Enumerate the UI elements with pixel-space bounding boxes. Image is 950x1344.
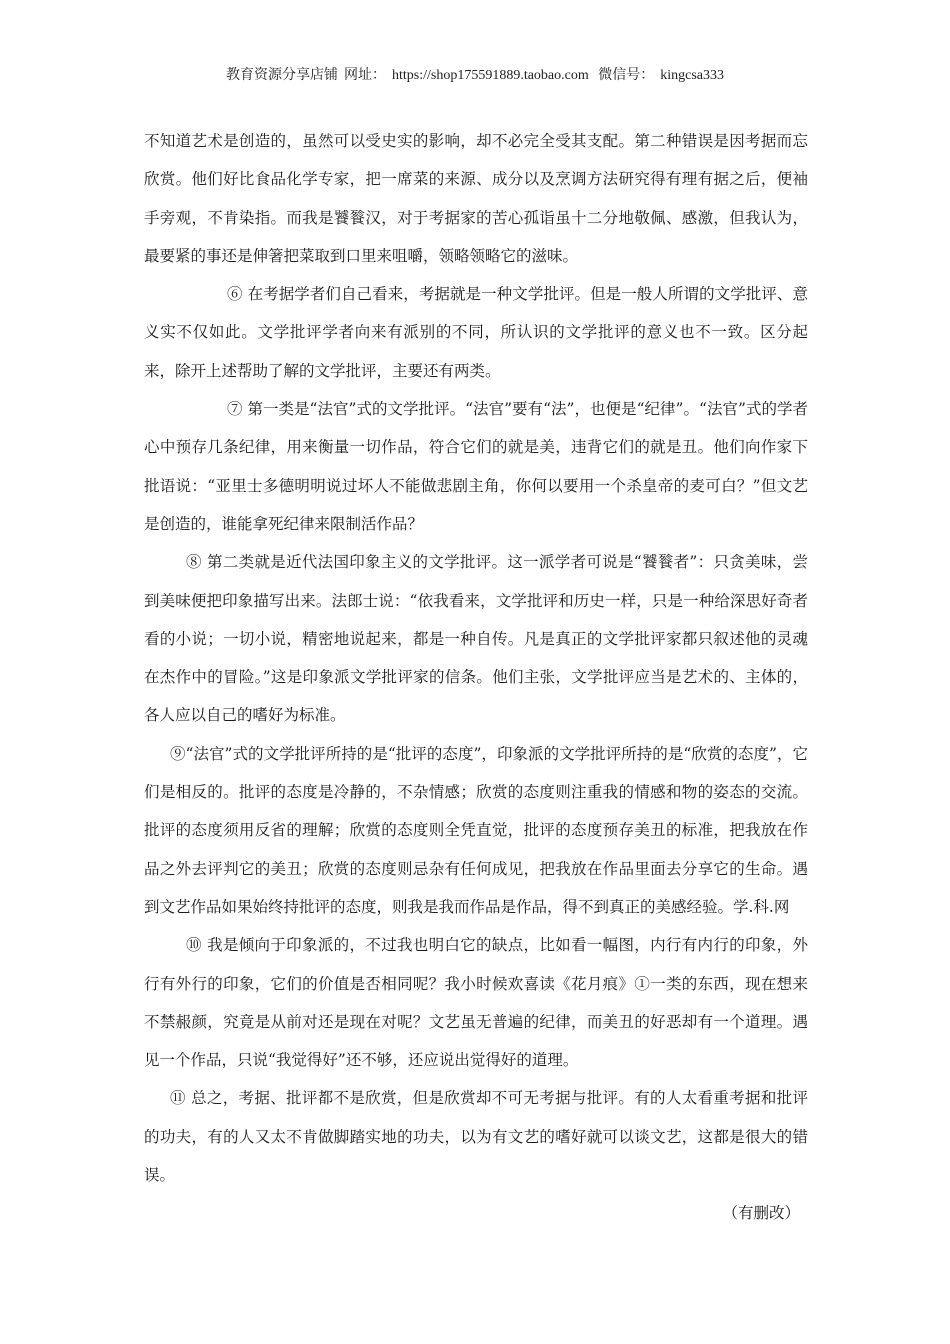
article-body	[144, 122, 808, 1233]
wechat-label: 微信号：	[598, 68, 655, 83]
shop-url: https://shop175591889.taobao.com	[391, 68, 589, 83]
paragraph-10: ⑩ 我是倾向于印象派的，不过我也明白它的缺点，比如看一幅图，内行有内行的印象，外行有外行的印象，它们的价值是否相同呢？我小时候欢喜读《花月痕》①一类的东西，现在想来不禁赧颜，究竟是从前对还是现在对呢？文艺虽无普遍的纪律，而美丑的好恶却有一个道理。遇见一个作品，只说“我觉得好”还不够，还应说出觉得好的道理。	[144, 936, 808, 1070]
shop-name: 教育资源分享店铺	[225, 68, 338, 83]
paragraph-6: ⑥ 在考据学者们自己看来，考据就是一种文学批评。但是一般人所谓的文学批评、意义实不仅如此。文学批评学者向来有派别的不同，所认识的文学批评的意义也不一致。区分起来，除开上述帮助了解的文学批评，主要还有两类。	[144, 285, 808, 380]
paragraph-5-continued: 不知道艺术是创造的，虽然可以受史实的影响，却不必完全受其支配。第二种错误是因考据而忘欣赏。他们好比食品化学专家，把一席菜的来源、成分以及烹调方法研究得有理有据之后，便袖手旁观，不肯染指。而我是饕餮汉，对于考据家的苦心孤诣虽十二分地敬佩、感激，但我认为，最要紧的事还是伸箸把菜取到口里来咀嚼，领略领略它的滋味。	[144, 132, 808, 265]
source-note: （有删改）	[722, 1204, 800, 1223]
paragraph-7: ⑦ 第一类是“法官”式的文学批评。“法官”要有“法”，也便是“纪律”。“法官”式的学者心中预存几条纪律，用来衡量一切作品，符合它们的就是美，违背它们的就是丑。他们向作家下批语说：“亚里士多德明明说过坏人不能做悲剧主角，你何以要用一个杀皇帝的麦可白？”但文艺是创造的，谁能拿死纪律来限制活作品？	[144, 400, 808, 533]
paragraph-11: ⑪ 总之，考据、批评都不是欣赏，但是欣赏却不可无考据与批评。有的人太看重考据和批评的功夫，有的人又太不肯做脚踏实地的功夫，以为有文艺的嗜好就可以谈文艺，这都是很大的错误。	[144, 1089, 808, 1185]
wechat-id: kingcsa333	[660, 68, 725, 83]
url-label: 网址：	[343, 68, 386, 83]
page-header	[0, 64, 950, 84]
paragraph-8: ⑧ 第二类就是近代法国印象主义的文学批评。这一派学者可说是“饕餮者”：只贪美味，尝到美味便把印象描写出来。法郎士说：“依我看来，文学批评和历史一样，只是一种给深思好奇者看的小说；一切小说，精密地说起来，都是一种自传。凡是真正的文学批评家都只叙述他的灵魂在杰作中的冒险。”这是印象派文学批评家的信条。他们主张，文学批评应当是艺术的、主体的，各人应以自己的嗜好为标准。	[144, 553, 808, 725]
paragraph-9: ⑨“法官”式的文学批评所持的是“批评的态度”，印象派的文学批评所持的是“欣赏的态度”，它们是相反的。批评的态度是冷静的，不杂情感；欣赏的态度则注重我的情感和物的姿态的交流。批评的态度须用反省的理解；欣赏的态度则全凭直觉，批评的态度预存美丑的标准，把我放在作品之外去评判它的美丑；欣赏的态度则忌杂有任何成见，把我放在作品里面去分享它的生命。遇到文艺作品如果始终持批评的态度，则我是我而作品是作品，得不到真正的美感经验。学.科.网	[144, 744, 808, 916]
